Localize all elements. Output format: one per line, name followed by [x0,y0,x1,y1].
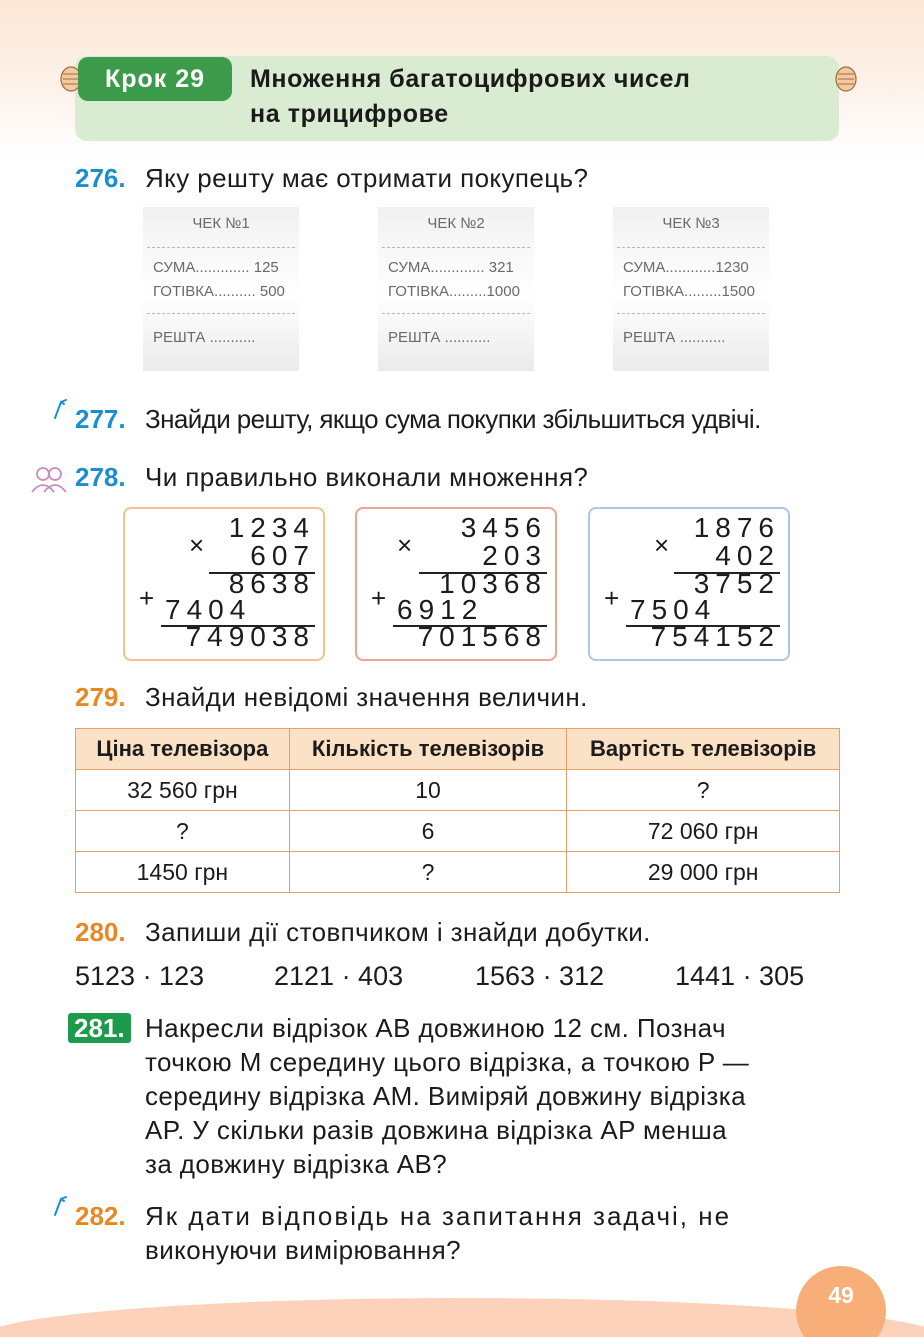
partial-product-1: 10368 [439,568,547,599]
partial-product-1: 3752 [693,568,780,599]
table-header: Ціна телевізора [76,729,290,770]
task-281-line: точкою M середину цього відрізка, а точкою P — [145,1047,750,1077]
multiplier: 203 [482,540,547,571]
example-item: 2121 · 403 [274,961,404,991]
task-282-line: виконуючи вимірювання? [145,1235,462,1265]
partial-product-2: 7404 [165,594,252,625]
table-cell: 1450 грн [76,852,290,893]
task-text-279: Знайди невідомі значення величин. [145,682,588,712]
task-number-277: 277. [75,404,126,434]
receipt-title: ЧЕК №1 [192,215,250,232]
pencil-icon [52,398,72,422]
table-header: Вартість телевізорів [567,729,840,770]
task-text-280: Запиши дії стовпчиком і знайди добутки. [145,917,651,947]
table-cell: ? [76,811,290,852]
table-cell: 72 060 грн [567,811,840,852]
receipt-sum-line: СУМА............. 321 [388,259,514,276]
table-header-row [76,729,840,770]
plus-sign: + [604,583,620,613]
example-item: 5123 · 123 [75,961,205,991]
task-number-279: 279. [75,682,126,712]
table-cell: ? [289,852,567,893]
bottom-decorative-band [0,1298,924,1337]
multiplier: 402 [715,540,780,571]
receipt-change-line: РЕШТА ........... [388,329,491,346]
example-item: 1441 · 305 [675,961,805,991]
task-number-280: 280. [75,917,126,947]
table-cell: 6 [289,811,567,852]
table-cell: 10 [289,770,567,811]
table-cell: ? [567,770,840,811]
partial-product-2: 7504 [630,594,717,625]
lesson-title-line1: Множення багатоцифрових чисел [250,65,691,93]
task-281-line: AP. У скільки разів довжина відрізка AP менша [145,1115,727,1145]
multiplier: 607 [250,540,315,571]
receipt-cash-line: ГОТІВКА.......... 500 [153,283,285,300]
receipt-cash-line: ГОТІВКА.........1000 [388,283,520,300]
table-row [76,811,840,852]
receipt-title: ЧЕК №3 [662,215,720,232]
product-result: 701568 [417,621,547,652]
partial-product-2: 6912 [397,594,484,625]
table-cell: 32 560 грн [76,770,290,811]
plus-sign: + [139,583,155,613]
task-number-276: 276. [75,163,126,193]
receipt-change-line: РЕШТА ........... [153,329,256,346]
values-table [75,728,840,893]
example-item: 1563 · 312 [475,961,605,991]
receipt-3 [613,207,769,371]
task-number-282: 282. [75,1201,126,1231]
pencil-icon [52,1195,72,1219]
task-text-277: Знайди решту, якщо сума покупки збільшиться удвічі. [145,404,761,434]
partial-product-1: 8638 [228,568,315,599]
table-row [76,852,840,893]
product-result: 749038 [185,621,315,652]
task-text-281 [145,1011,845,1181]
table-header: Кількість телевізорів [289,729,567,770]
times-sign: × [397,530,413,560]
task-281-line: Накресли відрізок AB довжиною 12 см. Познач [145,1013,726,1043]
task-number-278: 278. [75,462,126,492]
receipt-2 [378,207,534,371]
task-281-line: за довжину відрізка AB? [145,1149,448,1179]
receipt-change-line: РЕШТА ........... [623,329,726,346]
multiplication-check-3 [588,507,790,661]
table-row [76,770,840,811]
receipt-title: ЧЕК №2 [427,215,485,232]
people-icon [30,464,68,494]
times-sign: × [189,530,205,560]
step-badge: Крок 29 [78,57,232,101]
multiplicand: 3456 [460,512,547,543]
receipt-1 [143,207,299,371]
product-result: 754152 [650,621,780,652]
lesson-title-line2: на трицифрове [250,100,449,128]
table-cell: 29 000 грн [567,852,840,893]
task-text-282 [145,1199,845,1267]
plus-sign: + [371,583,387,613]
multiplicand: 1876 [693,512,780,543]
task-number-281: 281. [68,1012,131,1044]
receipt-cash-line: ГОТІВКА.........1500 [623,283,755,300]
multiplicand: 1234 [228,512,315,543]
page-number: 49 [796,1266,886,1337]
lesson-title [250,62,830,132]
multiplication-check-2 [355,507,557,661]
task-281-line: середину відрізка AM. Виміряй довжину відрізка [145,1081,746,1111]
receipt-sum-line: СУМА............. 125 [153,259,279,276]
times-sign: × [654,530,670,560]
fist-icon [833,64,859,94]
task-text-278: Чи правильно виконали множення? [145,462,589,492]
multiplication-check-1 [123,507,325,661]
task-text-276: Яку решту має отримати покупець? [145,163,589,193]
task-282-line: Як дати відповідь на запитання задачі, не [145,1201,732,1231]
receipt-sum-line: СУМА............1230 [623,259,749,276]
